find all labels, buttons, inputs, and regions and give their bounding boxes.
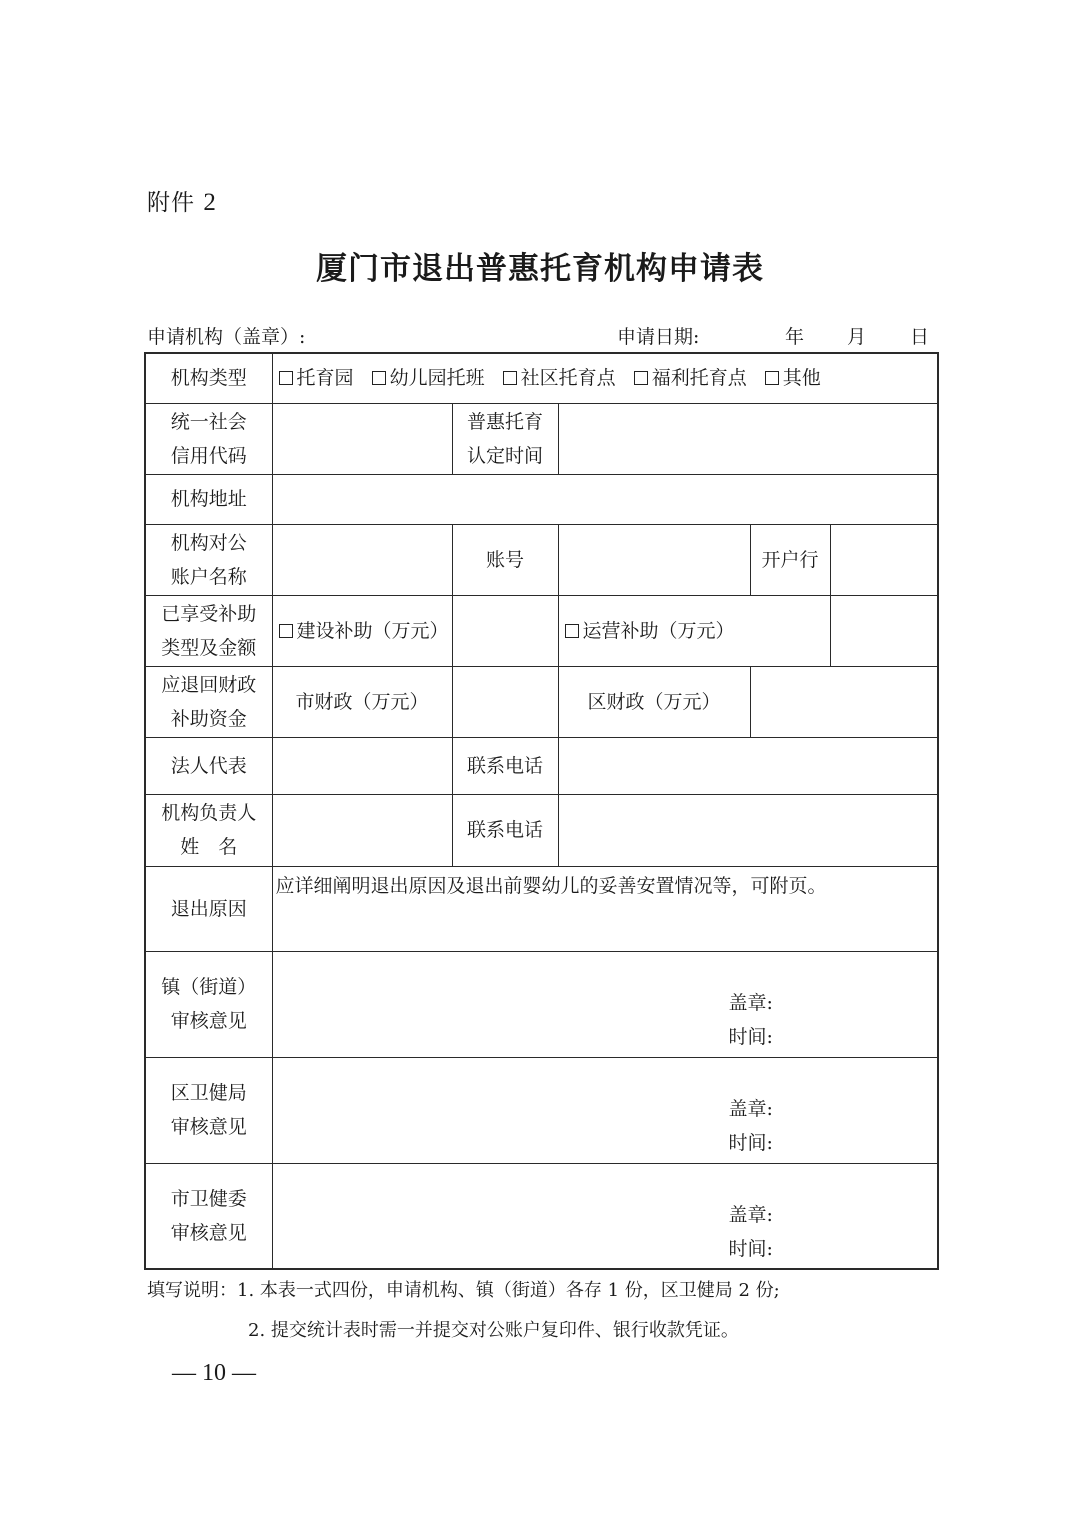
operation-subsidy-label: 运营补助（万元） [582,619,735,642]
label-line: 应退回财政 [161,673,257,696]
institution-type-label: 机构类型 [145,353,272,403]
instruction-line-1: 填写说明：1. 本表一式四份，申请机构、镇（街道）各存 1 份，区卫健局 2 份; [147,1280,780,1301]
phone-field[interactable] [558,737,938,794]
label-line: 统一社会 [170,410,247,433]
bank-label: 开户行 [750,524,830,595]
label-line: 已享受补助 [161,602,257,625]
date-label: 申请日期: [617,326,700,348]
attachment-text: 附件 [147,190,195,216]
label-line: 区卫健局 [170,1082,247,1104]
district-finance-amount[interactable] [750,666,938,737]
account-name-label [145,524,272,595]
label-char: 姓 [180,836,200,858]
label-line: 机构负责人 [161,802,257,824]
checkbox-icon[interactable] [279,371,293,385]
construction-subsidy-option[interactable] [272,595,452,666]
checkbox-icon[interactable] [372,371,386,385]
option-label: 托育园 [296,367,354,390]
attachment-number: 2 [203,189,217,216]
label-line: 普惠托育 [466,410,543,433]
district-review-label [145,1057,272,1163]
exit-reason-note: 应详细阐明退出原因及退出前婴幼儿的妥善安置情况等，可附页。 [275,874,827,897]
row-institution-type [145,353,938,403]
row-city-review [145,1163,938,1269]
label-line: 审核意见 [170,1010,247,1032]
time-label: 时间: [728,1131,773,1154]
day-label: 日 [910,326,930,348]
year-label: 年 [785,326,805,348]
address-label: 机构地址 [145,474,272,524]
refund-label [145,666,272,737]
time-label: 时间: [728,1237,773,1260]
checkbox-icon[interactable] [503,371,517,385]
subsidy-label [145,595,272,666]
construction-subsidy-label: 建设补助（万元） [296,619,449,642]
row-account [145,524,938,595]
label-line: 市卫健委 [170,1187,247,1210]
application-form-table [144,352,939,1270]
exit-reason-field[interactable] [272,866,938,951]
operation-subsidy-amount[interactable] [830,595,938,666]
label-line: 账户名称 [170,565,247,588]
checkbox-icon[interactable] [634,371,648,385]
label-line: 认定时间 [466,444,543,467]
label-line: 类型及金额 [161,636,257,659]
manager-label [145,794,272,866]
manager-field[interactable] [272,794,452,866]
account-name-field[interactable] [272,524,452,595]
row-manager [145,794,938,866]
certified-time-label [452,403,558,474]
phone-label: 联系电话 [452,737,558,794]
city-review-field[interactable] [272,1163,938,1269]
construction-subsidy-amount[interactable] [452,595,558,666]
label-line: 审核意见 [170,1221,247,1244]
label-line: 机构对公 [170,531,247,554]
row-subsidy [145,595,938,666]
exit-reason-label: 退出原因 [145,866,272,951]
row-town-review [145,951,938,1057]
legal-rep-label: 法人代表 [145,737,272,794]
row-refund [145,666,938,737]
option-label: 社区托育点 [520,367,616,390]
district-finance-label: 区财政（万元） [558,666,750,737]
legal-rep-field[interactable] [272,737,452,794]
credit-code-label [145,403,272,474]
phone-field-2[interactable] [558,794,938,866]
address-field[interactable] [272,474,938,524]
institution-type-options [272,353,938,403]
row-address [145,474,938,524]
option-label: 福利托育点 [651,367,747,390]
stamp-label: 盖章: [728,991,773,1014]
row-credit-code [145,403,938,474]
town-review-label [145,951,272,1057]
label-line: 补助资金 [170,707,247,730]
row-legal-rep [145,737,938,794]
account-no-field[interactable] [558,524,750,595]
option-other[interactable] [765,367,821,389]
stamp-label: 盖章: [728,1203,773,1226]
checkbox-icon[interactable] [565,624,579,638]
applicant-label: 申请机构（盖章）: [147,326,306,348]
checkbox-icon[interactable] [765,371,779,385]
district-review-field[interactable] [272,1057,938,1163]
instruction-line-2: 2. 提交统计表时需一并提交对公账户复印件、银行收款凭证。 [248,1320,739,1341]
form-title: 厦门市退出普惠托育机构申请表 [316,251,764,287]
option-label: 其他 [782,367,821,390]
row-exit-reason [145,866,938,951]
month-label: 月 [847,326,867,348]
option-welfare-point[interactable] [634,367,747,389]
label-line: 审核意见 [170,1116,247,1138]
label-char: 名 [218,836,238,858]
option-nursery[interactable] [279,367,354,389]
credit-code-field[interactable] [272,403,452,474]
city-finance-amount[interactable] [452,666,558,737]
stamp-label: 盖章: [728,1097,773,1120]
checkbox-icon[interactable] [279,624,293,638]
option-kindergarten-class[interactable] [372,367,485,389]
bank-field[interactable] [830,524,938,595]
operation-subsidy-option[interactable] [558,595,830,666]
certified-time-field[interactable] [558,403,938,474]
city-finance-label: 市财政（万元） [272,666,452,737]
label-line: 镇（街道） [161,976,257,998]
option-community-point[interactable] [503,367,616,389]
option-label: 幼儿园托班 [389,367,485,390]
attachment-label [147,184,217,217]
city-review-label [145,1163,272,1269]
account-no-label: 账号 [452,524,558,595]
row-district-review [145,1057,938,1163]
label-line: 信用代码 [170,444,247,467]
page-number: — 10 — [172,1360,256,1386]
town-review-field[interactable] [272,951,938,1057]
phone-label-2: 联系电话 [452,794,558,866]
time-label: 时间: [728,1025,773,1048]
